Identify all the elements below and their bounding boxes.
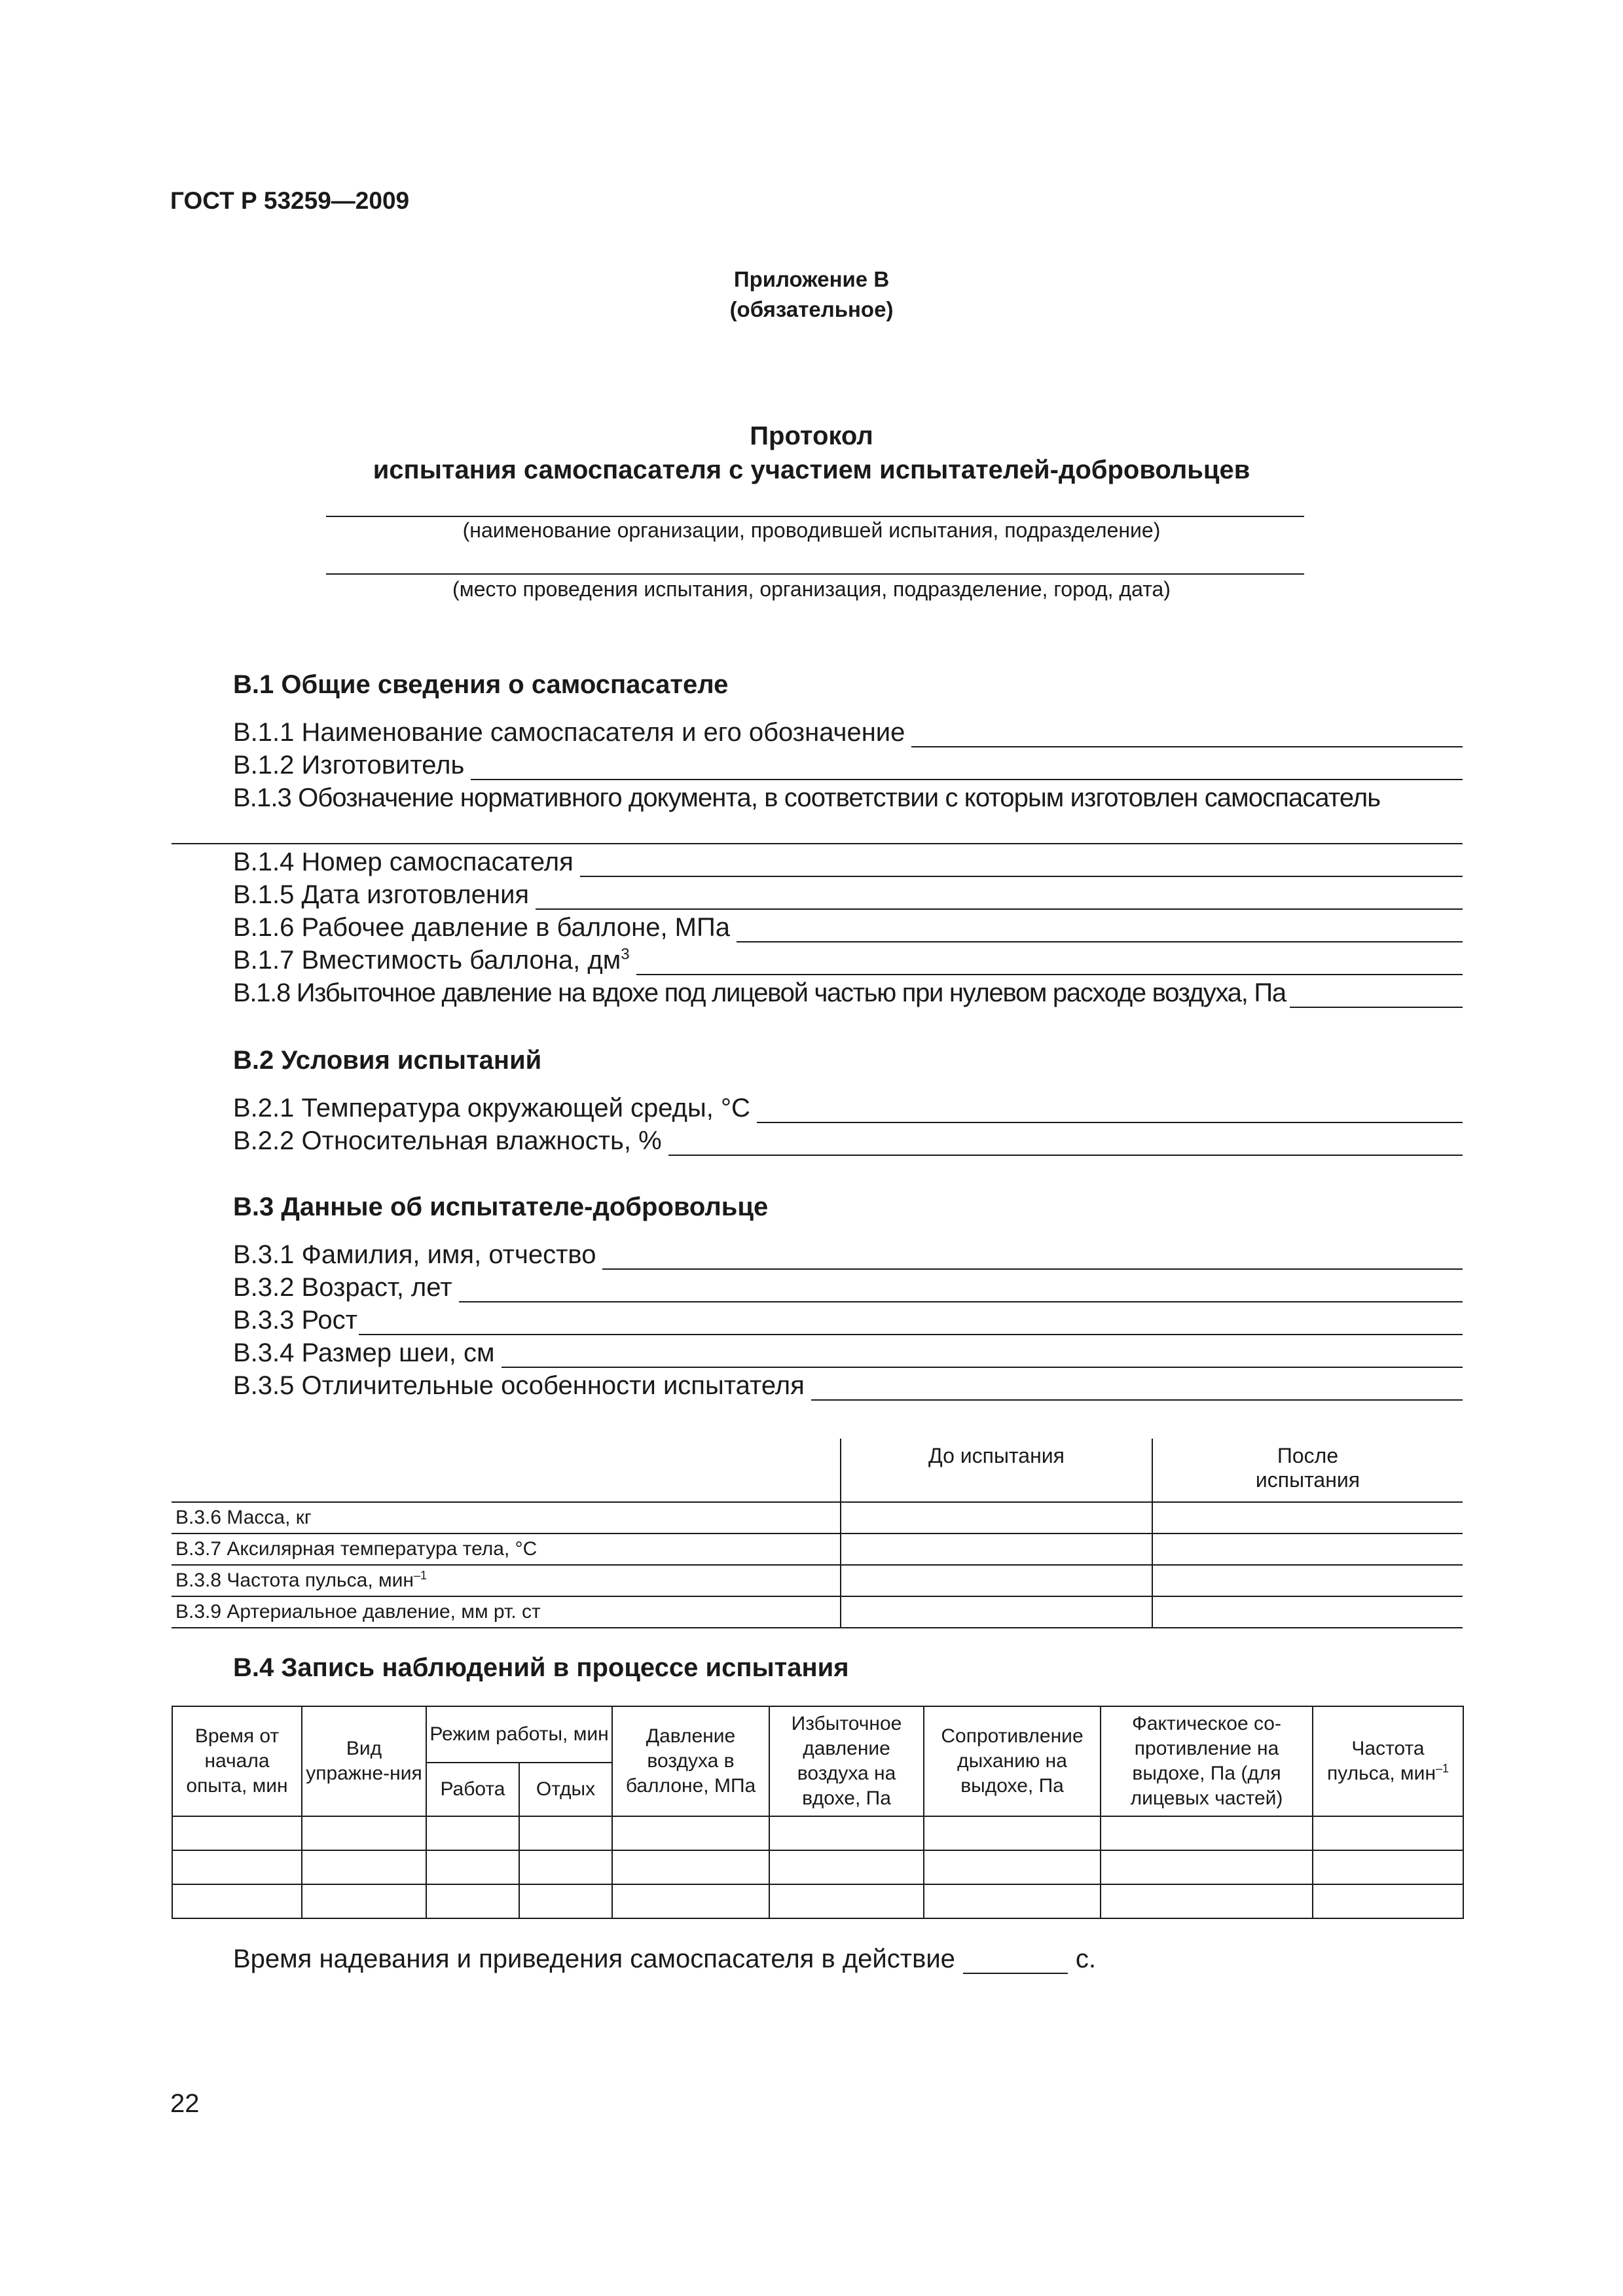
field-b3-2-label: В.3.2 Возраст, лет: [233, 1273, 452, 1302]
b4-col-pulse: Частота пульса, мин$^{-1}$: [1313, 1706, 1463, 1816]
field-b1-3-input[interactable]: [172, 843, 1463, 844]
b4-cell[interactable]: [924, 1816, 1101, 1850]
donning-time-label: Время надевания и приведения самоспасателя в действие: [233, 1945, 955, 1973]
standard-code: ГОСТ Р 53259—2009: [170, 187, 410, 214]
b4-col-actual: Фактическое со-противление на выдохе, Па (для лицевых частей): [1101, 1706, 1313, 1816]
b4-cell[interactable]: [302, 1816, 426, 1850]
b4-cell[interactable]: [924, 1850, 1101, 1884]
field-b1-4: [233, 847, 1463, 877]
field-b1-2: [233, 750, 1463, 780]
b3-row-temp-after[interactable]: [1152, 1534, 1463, 1565]
field-b3-2: [233, 1272, 1463, 1302]
b3-measurements-table: [172, 1439, 1463, 1628]
b4-cell[interactable]: [426, 1850, 519, 1884]
b4-col-pressure: Давление воздуха в баллоне, МПа: [612, 1706, 769, 1816]
b4-col-resistance: Сопротивление дыханию на выдохе, Па: [924, 1706, 1101, 1816]
field-b1-8: [233, 978, 1463, 1008]
b4-cell[interactable]: [426, 1816, 519, 1850]
b3-row-pulse-before[interactable]: [841, 1565, 1152, 1596]
table-row: [172, 1502, 1463, 1534]
b4-cell[interactable]: [612, 1884, 769, 1918]
b3-table-header: [172, 1439, 1463, 1502]
b4-cell[interactable]: [1101, 1884, 1313, 1918]
b4-cell[interactable]: [519, 1850, 612, 1884]
b3-header-after: После испытания: [1152, 1439, 1463, 1502]
field-b1-5: [233, 880, 1463, 910]
b4-cell[interactable]: [1313, 1816, 1463, 1850]
b3-row-bp-after[interactable]: [1152, 1596, 1463, 1628]
field-b1-1-input[interactable]: [911, 720, 1463, 747]
b4-cell[interactable]: [924, 1884, 1101, 1918]
field-b1-5-input[interactable]: [536, 882, 1463, 910]
b3-header-empty: [172, 1439, 841, 1502]
b3-row-pulse-after[interactable]: [1152, 1565, 1463, 1596]
field-b3-4-input[interactable]: [501, 1340, 1463, 1368]
b3-row-mass-after[interactable]: [1152, 1502, 1463, 1534]
field-b1-5-label: В.1.5 Дата изготовления: [233, 880, 530, 909]
b4-cell[interactable]: [172, 1884, 302, 1918]
b3-row-bp-label: В.3.9 Артериальное давление, мм рт. ст: [172, 1596, 841, 1628]
field-b1-7: [233, 945, 1463, 975]
field-b3-3-label: В.3.3 Рост: [233, 1306, 357, 1335]
field-b3-5-input[interactable]: [811, 1373, 1463, 1401]
field-b3-3: [233, 1305, 1463, 1335]
protocol-title: Протокол: [750, 422, 873, 450]
b4-col-rest: Отдых: [519, 1763, 612, 1816]
field-b1-7-sup: 3: [621, 945, 630, 963]
b4-header-row-1: [172, 1706, 1463, 1763]
field-b2-2-label: В.2.2 Относительная влажность, %: [233, 1126, 662, 1155]
b4-col-time: Время от начала опыта, мин: [172, 1706, 302, 1816]
b4-cell[interactable]: [1101, 1850, 1313, 1884]
b3-row-bp-before[interactable]: [841, 1596, 1152, 1628]
field-b3-5: [233, 1371, 1463, 1401]
field-b1-8-input[interactable]: [1290, 980, 1463, 1008]
b4-cell[interactable]: [612, 1816, 769, 1850]
place-fill-line[interactable]: [326, 573, 1304, 575]
donning-time-line: [233, 1944, 1096, 1974]
donning-time-unit: с.: [1075, 1945, 1097, 1973]
field-b3-2-input[interactable]: [459, 1275, 1463, 1302]
b4-cell[interactable]: [1313, 1884, 1463, 1918]
table-row: [172, 1565, 1463, 1596]
b3-row-pulse-label: В.3.8 Частота пульса, мин$^{-1}$: [172, 1565, 841, 1596]
b3-row-temp-label: В.3.7 Аксилярная температура тела, °С: [172, 1534, 841, 1565]
section-b1-heading: В.1 Общие сведения о самоспасателе: [233, 670, 729, 699]
b4-cell[interactable]: [302, 1850, 426, 1884]
field-b1-4-input[interactable]: [580, 850, 1463, 877]
b4-col-type: Вид упражне-ния: [302, 1706, 426, 1816]
field-b1-6: [233, 912, 1463, 942]
field-b2-1-label: В.2.1 Температура окружающей среды, °С: [233, 1094, 750, 1122]
appendix-title: Приложение В: [733, 267, 890, 291]
protocol-subtitle: испытания самоспасателя с участием испытателей-добровольцев: [373, 456, 1250, 484]
table-row: [172, 1534, 1463, 1565]
field-b1-8-label: В.1.8 Избыточное давление на вдохе под лицевой частью при нулевом расходе воздуха, Па: [233, 978, 1286, 1007]
field-b3-3-input[interactable]: [359, 1308, 1463, 1335]
field-b2-1-input[interactable]: [757, 1096, 1463, 1123]
field-b2-2-input[interactable]: [668, 1128, 1463, 1156]
section-b3-heading: В.3 Данные об испытателе-добровольце: [233, 1193, 769, 1221]
b3-row-temp-before[interactable]: [841, 1534, 1152, 1565]
b4-cell[interactable]: [519, 1816, 612, 1850]
field-b3-5-label: В.3.5 Отличительные особенности испытателя: [233, 1371, 805, 1400]
b4-col-excess: Избыточное давление воздуха на вдохе, Па: [769, 1706, 924, 1816]
b4-observations-table: [172, 1706, 1464, 1919]
field-b3-4: [233, 1338, 1463, 1368]
b4-col-work: Работа: [426, 1763, 519, 1816]
b3-row-mass-label: В.3.6 Масса, кг: [172, 1502, 841, 1534]
b4-cell[interactable]: [612, 1850, 769, 1884]
table-row: [172, 1884, 1463, 1918]
table-row: [172, 1596, 1463, 1628]
field-b3-1: [233, 1240, 1463, 1270]
b4-cell[interactable]: [172, 1816, 302, 1850]
b3-header-before: До испытания: [841, 1439, 1152, 1502]
donning-time-input[interactable]: [963, 1946, 1068, 1974]
field-b2-1: [233, 1093, 1463, 1123]
field-b1-6-label: В.1.6 Рабочее давление в баллоне, МПа: [233, 913, 730, 942]
field-b1-7-input[interactable]: [636, 948, 1463, 975]
b4-cell[interactable]: [1313, 1850, 1463, 1884]
field-b1-7-label: В.1.7 Вместимость баллона, $дм^3$: [233, 945, 630, 975]
page-number: 22: [170, 2089, 200, 2118]
field-b1-2-label: В.1.2 Изготовитель: [233, 751, 465, 780]
b3-row-mass-before[interactable]: [841, 1502, 1152, 1534]
b4-cell[interactable]: [172, 1850, 302, 1884]
field-b3-1-label: В.3.1 Фамилия, имя, отчество: [233, 1240, 596, 1269]
field-b3-1-input[interactable]: [602, 1242, 1463, 1270]
field-b1-6-input[interactable]: [737, 915, 1463, 942]
b4-cell[interactable]: [769, 1850, 924, 1884]
field-b1-3-label: В.1.3 Обозначение нормативного документа, в соответствии с которым изготовлен самоспасатель: [233, 783, 1381, 812]
b4-cell[interactable]: [769, 1816, 924, 1850]
b4-cell[interactable]: [519, 1884, 612, 1918]
table-row: [172, 1850, 1463, 1884]
field-b1-4-label: В.1.4 Номер самоспасателя: [233, 848, 574, 876]
section-b4-heading: В.4 Запись наблюдений в процессе испытания: [233, 1653, 849, 1682]
org-note: (наименование организации, проводившей испытания, подразделение): [462, 518, 1161, 542]
b4-cell[interactable]: [1101, 1816, 1313, 1850]
b4-col-mode: Режим работы, мин: [426, 1706, 612, 1763]
place-note: (место проведения испытания, организация, подразделение, город, дата): [452, 577, 1171, 601]
field-b1-1: [233, 717, 1463, 747]
table-row: [172, 1816, 1463, 1850]
appendix-status: (обязательное): [729, 297, 894, 321]
field-b3-4-label: В.3.4 Размер шеи, см: [233, 1338, 495, 1367]
section-b2-heading: В.2 Условия испытаний: [233, 1046, 542, 1075]
b4-cell[interactable]: [426, 1884, 519, 1918]
field-b2-2: [233, 1126, 1463, 1156]
field-b1-2-input[interactable]: [471, 753, 1463, 780]
org-fill-line[interactable]: [326, 516, 1304, 517]
b4-cell[interactable]: [302, 1884, 426, 1918]
field-b1-1-label: В.1.1 Наименование самоспасателя и его обозначение: [233, 718, 905, 747]
b4-cell[interactable]: [769, 1884, 924, 1918]
